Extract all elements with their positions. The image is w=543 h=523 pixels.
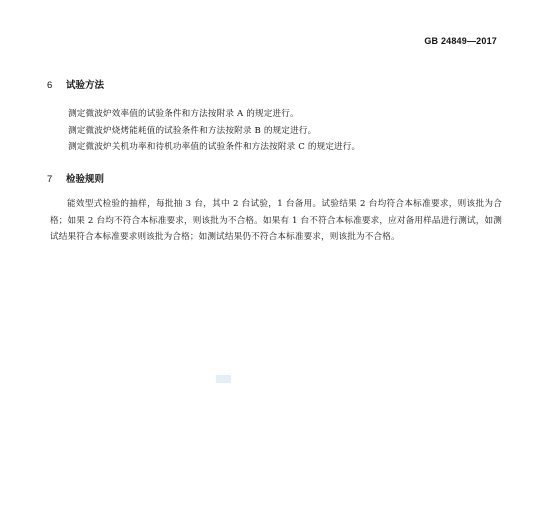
section-6-number: 6	[47, 80, 53, 91]
watermark-mark	[216, 375, 231, 383]
section-6-item-3: 测定微波炉关机功率和待机功率值的试验条件和方法按附录 C 的规定进行。	[68, 142, 361, 152]
standard-code: GB 24849—2017	[424, 36, 497, 46]
section-7-number: 7	[47, 174, 53, 185]
section-7-paragraph: 能效型式检验的抽样，每批抽 3 台，其中 2 台试验，1 台备用。试验结果 2 台均符合本标准要求，则该批为合格；如果 2 台均不符合本标准要求，则该批为不合格。如果有 1 台不符合本标准要求，应对备用样品进行测试，如测试结果符合本标准要求则该批为合格；如测试结果仍不符合本标准要求，则该批为不合格。	[50, 199, 502, 242]
section-7-title: 检验规则	[66, 174, 105, 185]
section-6-title: 试验方法	[66, 80, 105, 91]
section-6-item-1: 测定微波炉效率值的试验条件和方法按附录 A 的规定进行。	[68, 109, 299, 119]
section-6-item-2: 测定微波炉烧烤能耗值的试验条件和方法按附录 B 的规定进行。	[68, 126, 317, 136]
section-7-heading	[47, 171, 104, 185]
section-6-heading	[47, 77, 104, 91]
